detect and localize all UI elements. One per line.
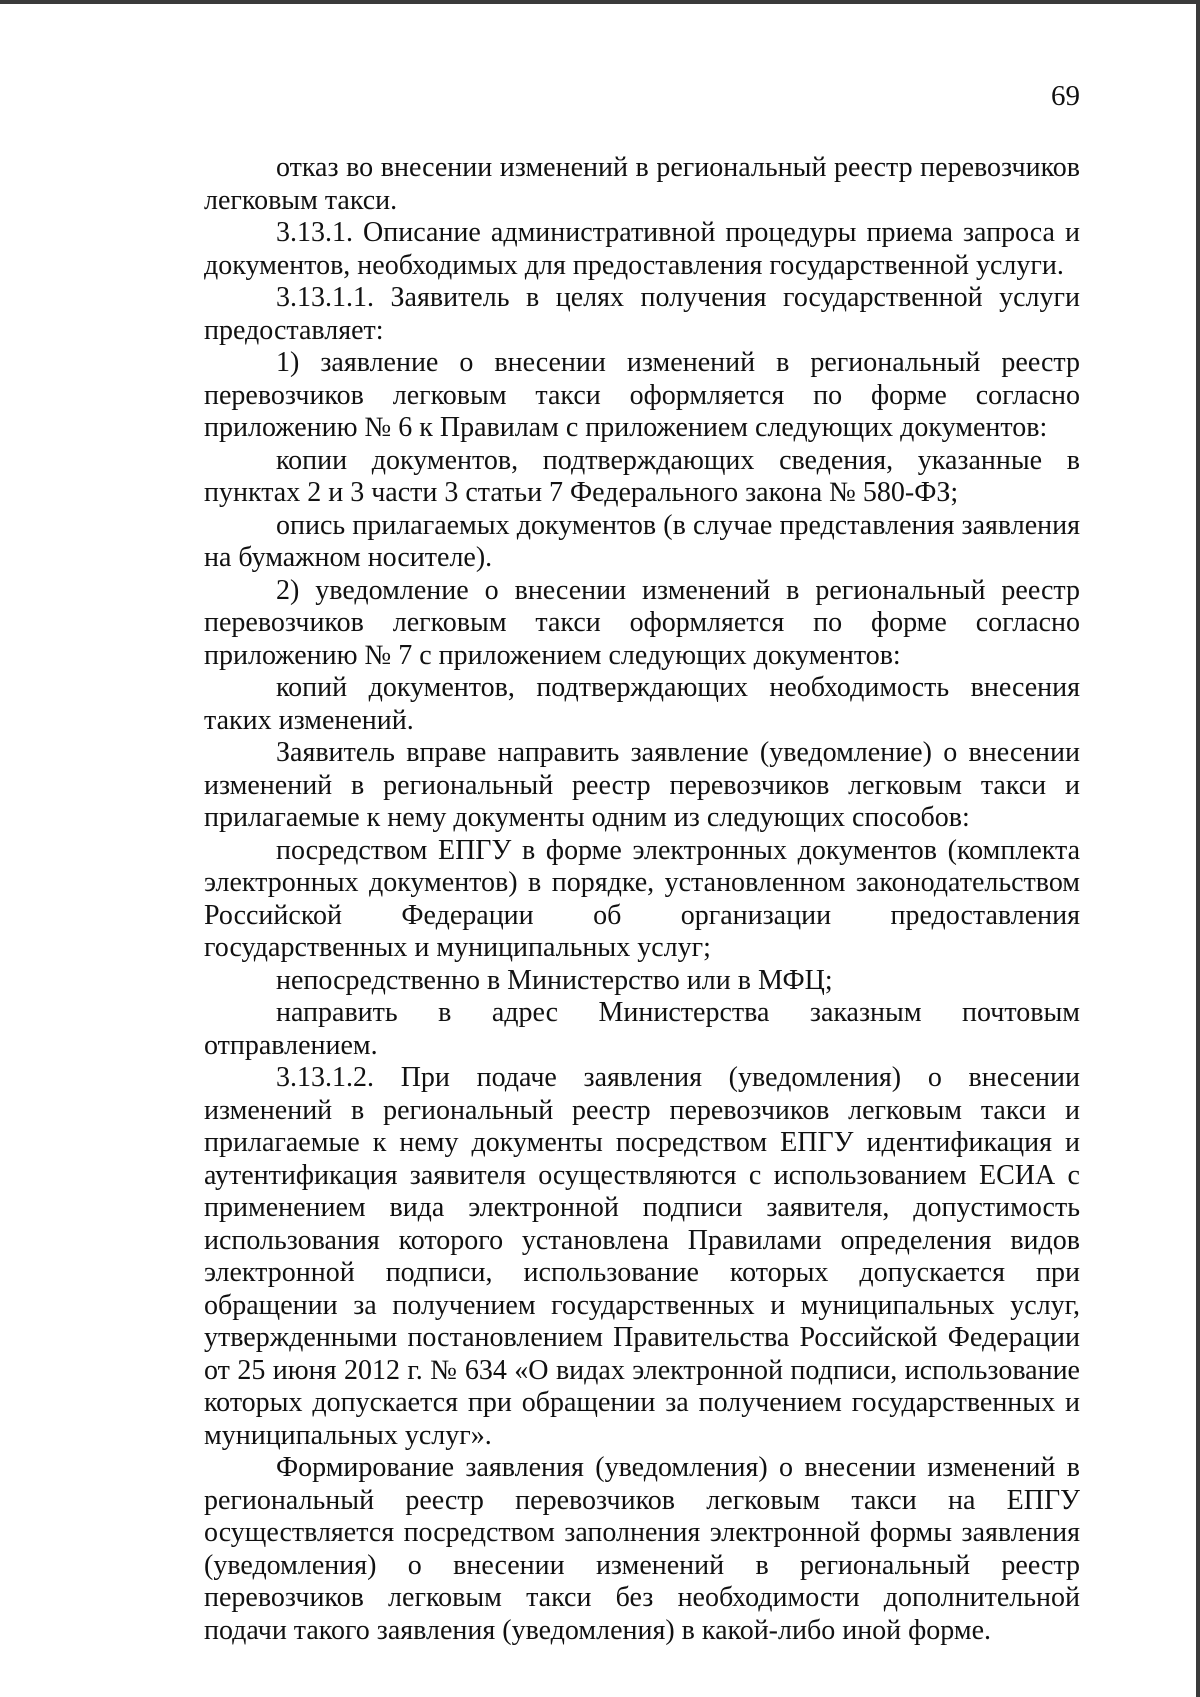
paragraph-13: 3.13.1.2. При подаче заявления (уведомления) о внесении изменений в региональный реестр перевозчиков легковым такси и прилагаемые к нему документы посредством ЕПГУ идентификация и аутентификация заявителя осуществляются с использованием ЕСИА с применением вида электронной подписи заявителя, допустимость использования которого установлена Правилами определения видов электронной подписи, использование которых допускается при обращении за получением государственных и муниципальных услуг, утвержденными постановлением Правительства Российской Федерации от 25 июня 2012 г. № 634 «О видах электронной подписи, использование которых допускается при обращении за получением государственных и муниципальных услуг». (204, 1062, 1080, 1451)
paragraph-10: посредством ЕПГУ в форме электронных документов (комплекта электронных документов) в порядке, установленном законодательством Российской Федерации об организации предоставления государственных и муниципальных услуг; (204, 834, 1080, 963)
paragraph-7: 2) уведомление о внесении изменений в региональный реестр перевозчиков легковым такси оформляется по форме согласно приложению № 7 с приложением следующих документов: (204, 574, 1080, 671)
page-number: 69 (1051, 80, 1080, 112)
paragraph-3: 3.13.1.1. Заявитель в целях получения государственной услуги предоставляет: (204, 282, 1080, 346)
paragraph-14: Формирование заявления (уведомления) о внесении изменений в региональный реестр перевозчиков легковым такси на ЕПГУ осуществляется посредством заполнения электронной формы заявления (уведомления) о внесении изменений в региональный реестр перевозчиков легковым такси без необходимости дополнительной подачи такого заявления (уведомления) в какой-либо иной форме. (204, 1452, 1080, 1646)
paragraph-8: копий документов, подтверждающих необходимость внесения таких изменений. (204, 672, 1080, 736)
paragraph-2: 3.13.1. Описание административной процедуры приема запроса и документов, необходимых для предоставления государственной услуги. (204, 217, 1080, 281)
paragraph-4: 1) заявление о внесении изменений в региональный реестр перевозчиков легковым такси оформляется по форме согласно приложению № 6 к Правилам с приложением следующих документов: (204, 347, 1080, 443)
scan-edge-top (0, 0, 1200, 4)
paragraph-12: направить в адрес Министерства заказным почтовым отправлением. (204, 997, 1080, 1061)
scan-edge-right (1196, 0, 1200, 1697)
paragraph-9: Заявитель вправе направить заявление (уведомление) о внесении изменений в региональный реестр перевозчиков легковым такси и прилагаемые к нему документы одним из следующих способов: (204, 737, 1080, 833)
paragraph-6: опись прилагаемых документов (в случае представления заявления на бумажном носителе). (204, 509, 1080, 573)
document-body (204, 152, 1080, 1647)
paragraph-1: отказ во внесении изменений в региональный реестр перевозчиков легковым такси. (204, 152, 1080, 216)
paragraph-5: копии документов, подтверждающих сведения, указанные в пунктах 2 и 3 части 3 статьи 7 Федерального закона № 580-ФЗ; (204, 444, 1080, 508)
paragraph-11: непосредственно в Министерство или в МФЦ; (276, 964, 833, 996)
